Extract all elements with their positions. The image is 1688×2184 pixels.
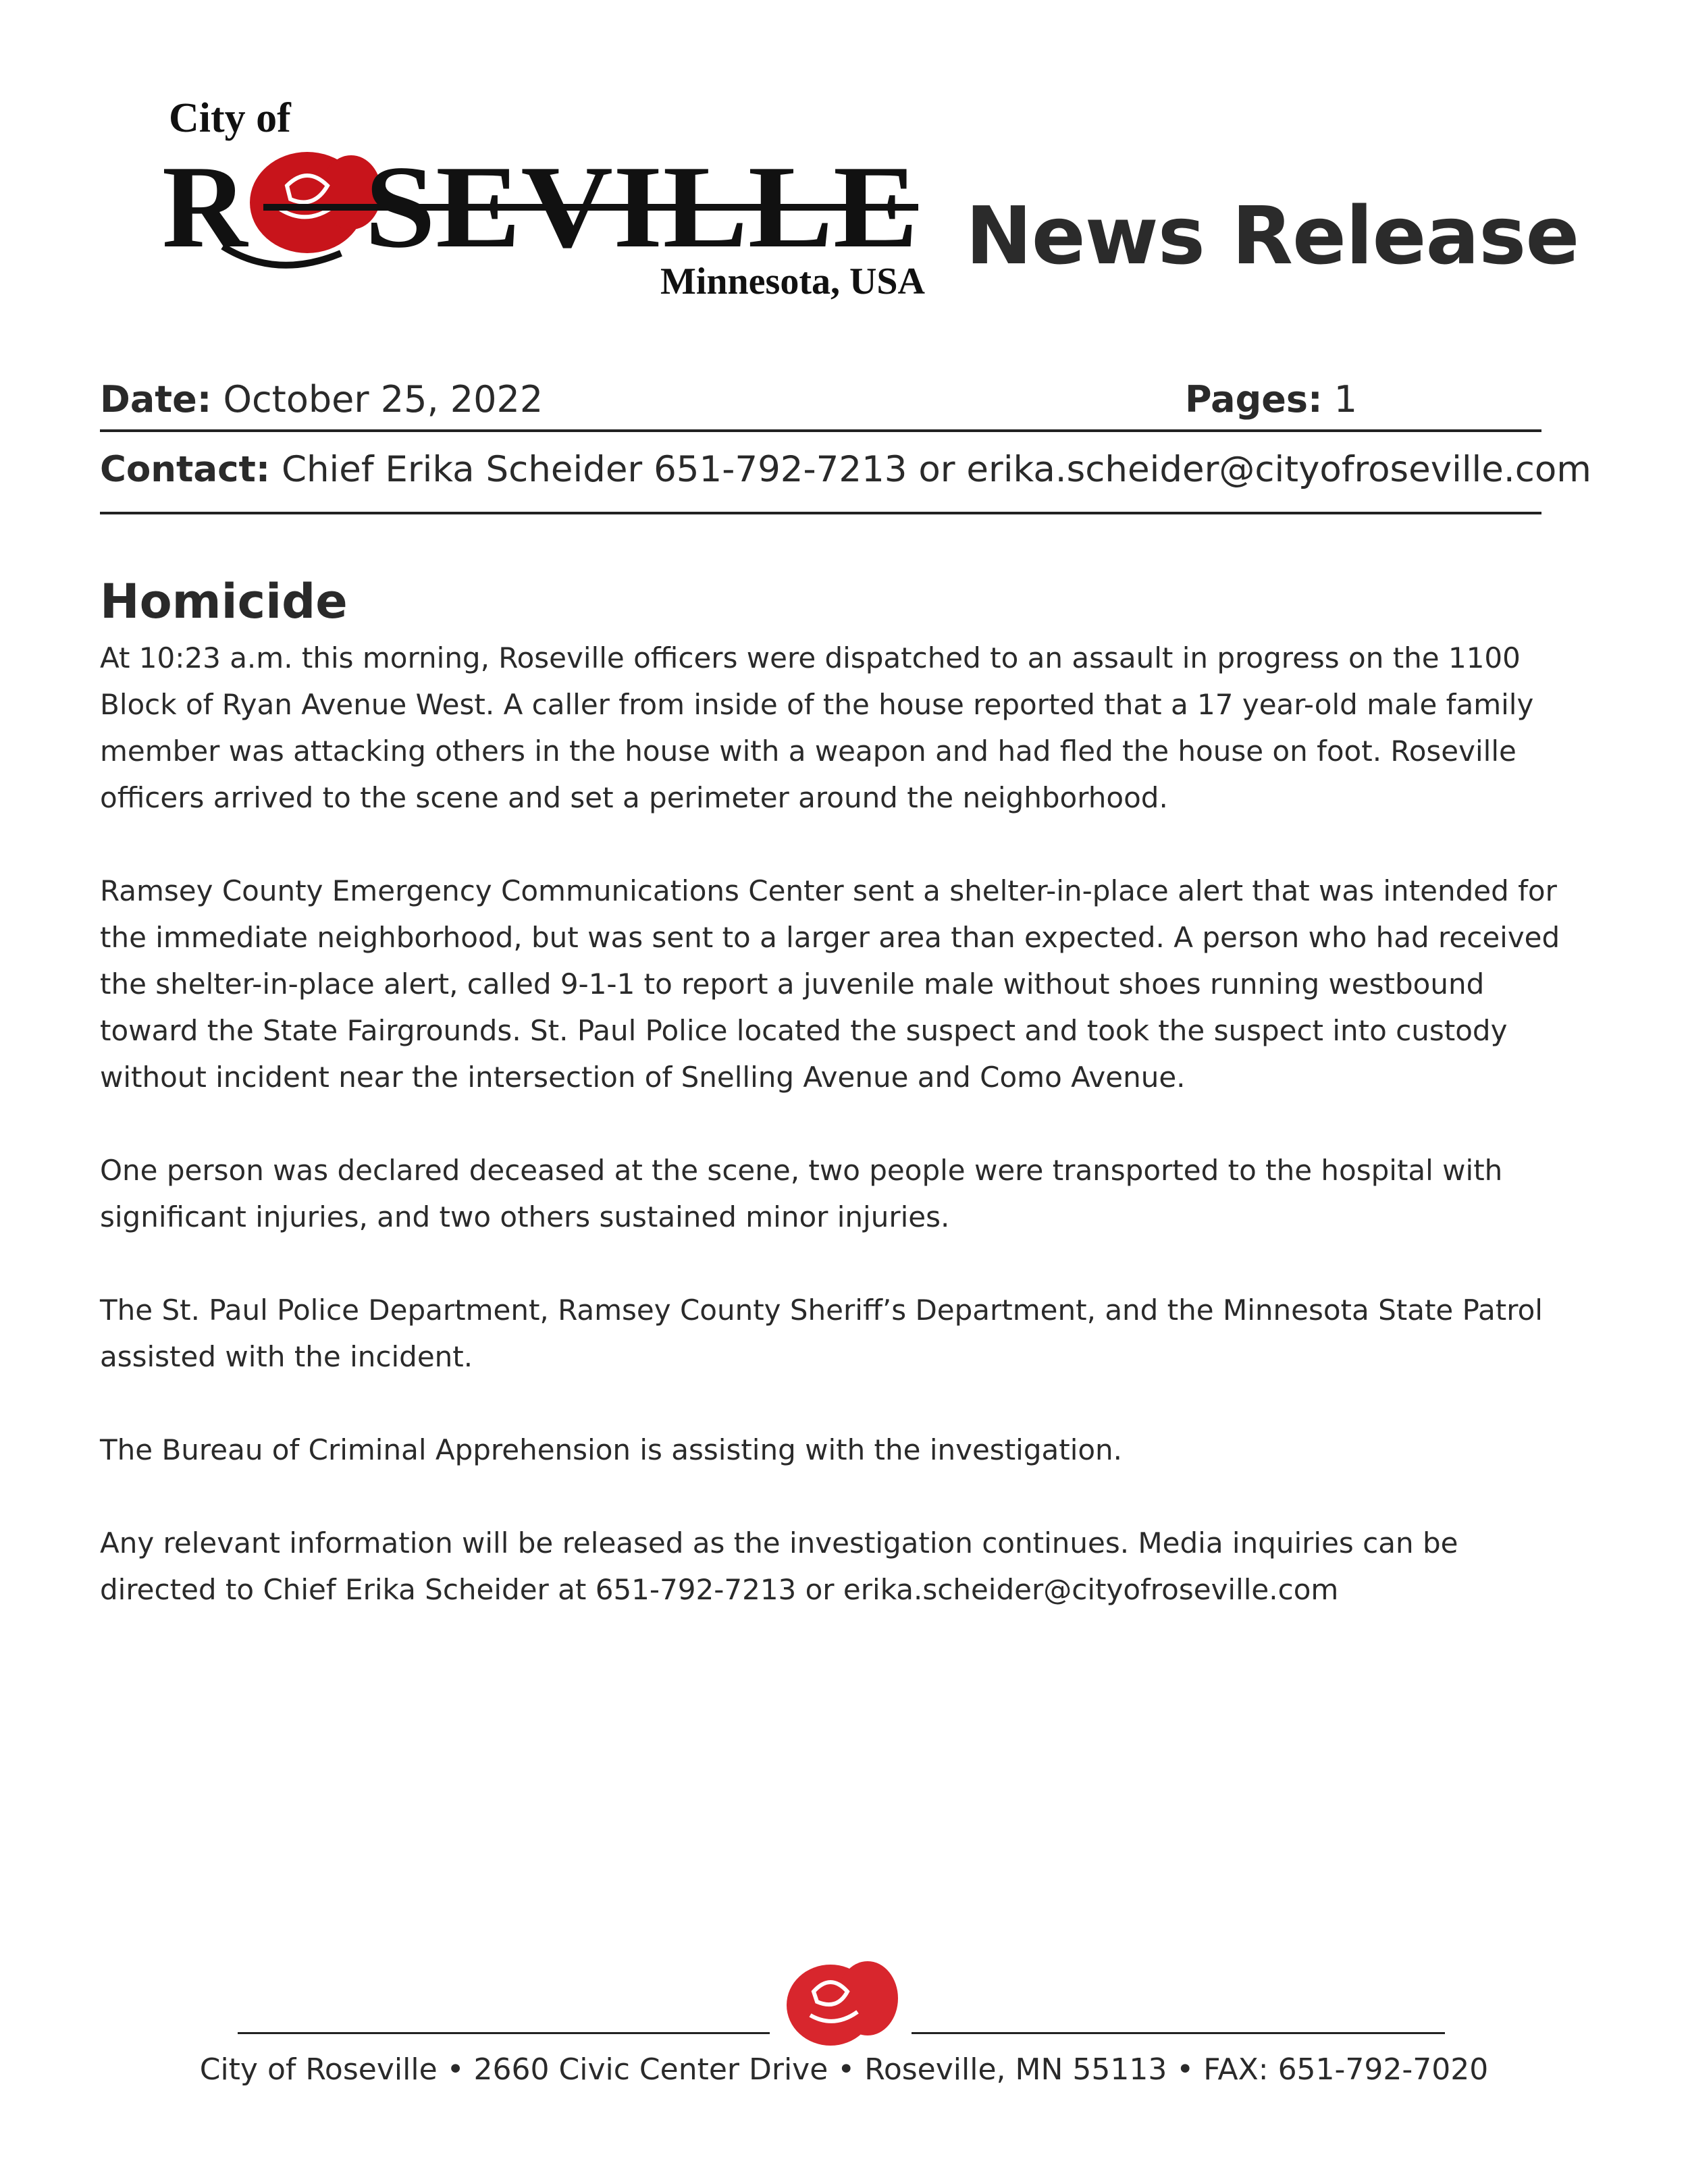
logo-wordmark bbox=[162, 145, 925, 273]
svg-text:SEVILLE: SEVILLE bbox=[365, 145, 918, 272]
paragraph: Any relevant information will be released as the investigation continues. Media inquiries can be directed to Chief Erika Scheider at 651-792-7213 or erika.scheider@cityofroseville.com bbox=[100, 1526, 1458, 1606]
pages-value: 1 bbox=[1334, 378, 1358, 421]
paragraph: Ramsey County Emergency Communications Center sent a shelter-in-place alert that was intended for the immediate neighborhood, but was sent to a larger area than expected. A person who had received the shelter-in-place alert, called 9-1-1 to report a juvenile male without shoes running westbound toward the State Fairgrounds. St. Paul Police located the suspect and took the suspect into custody without incident near the intersection of Snelling Avenue and Como Avenue. bbox=[100, 874, 1560, 1094]
logo-subtitle: Minnesota, USA bbox=[660, 261, 925, 302]
paragraph: The St. Paul Police Department, Ramsey County Sheriff’s Department, and the Minnesota State Patrol assisted with the incident. bbox=[100, 1294, 1543, 1373]
footer-address: City of Roseville • 2660 Civic Center Drive • Roseville, MN 55113 • FAX: 651-792-7020 bbox=[199, 2052, 1489, 2087]
paragraph: The Bureau of Criminal Apprehension is assisting with the investigation. bbox=[100, 1433, 1123, 1466]
city-logo bbox=[162, 95, 925, 311]
paragraph: At 10:23 a.m. this morning, Roseville officers were dispatched to an assault in progress on the 1100 Block of Ryan Avenue West. A caller from inside of the house reported that a 17 year-old male family member was attacking others in the house with a weapon and had fled the house on foot. Roseville officers arrived to the scene and set a perimeter around the neighborhood. bbox=[100, 641, 1534, 814]
news-release-title: News Release bbox=[966, 189, 1579, 282]
footer-divider-left bbox=[238, 2032, 770, 2034]
pages-row bbox=[1185, 378, 1357, 421]
divider bbox=[100, 429, 1541, 432]
article-body bbox=[100, 635, 1572, 1659]
logo-city-text: City of bbox=[169, 95, 291, 141]
date-label: Date: bbox=[100, 378, 212, 421]
rose-icon bbox=[250, 152, 381, 253]
contact-value: Chief Erika Scheider 651-792-7213 or erika.scheider@cityofroseville.com bbox=[281, 449, 1591, 490]
divider bbox=[100, 512, 1541, 514]
svg-text:R: R bbox=[162, 145, 248, 272]
pages-label: Pages: bbox=[1185, 378, 1323, 421]
contact-label: Contact: bbox=[100, 449, 271, 490]
date-value: October 25, 2022 bbox=[223, 378, 544, 421]
footer-rose-icon bbox=[776, 1951, 905, 2052]
paragraph: One person was declared deceased at the scene, two people were transported to the hospital with significant injuries, and two others sustained minor injuries. bbox=[100, 1154, 1503, 1233]
footer-divider-right bbox=[912, 2032, 1445, 2034]
contact-row bbox=[100, 449, 1591, 490]
article-heading: Homicide bbox=[100, 574, 348, 629]
